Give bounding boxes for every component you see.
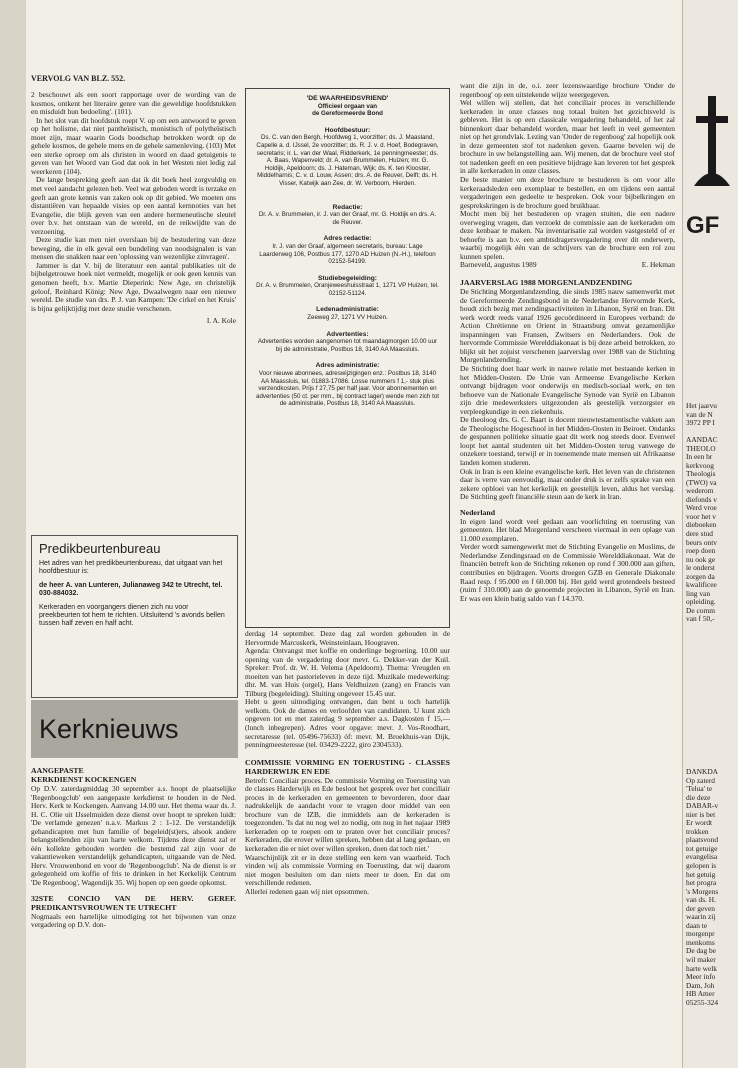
adjacent-fragment-line: Op zaterd [686, 775, 715, 785]
adjacent-fragment-line: ling van [686, 588, 711, 598]
adjacent-fragment-line: wil maker [686, 955, 716, 965]
adjacent-fragment-line: 'Telua' te [686, 784, 713, 794]
advertenties-text: Advertenties worden aangenomen tot maandagmorgen 10.00 uur bij de administratie, Postbus 18, 3140 AA Maassluis. [257, 338, 438, 353]
adjacent-fragment-line: dere stud [686, 529, 713, 539]
col1-paragraph: De lange bespreking geeft aan dat ik dit boek heel zorgvuldig en met veel aandacht gelezen heb. Veel wat geboden wordt is terzake en geeft aan grote kennis van zaken ook op dit gebied. We moeten ons distantiëren van hepaalde visies op een aantal kernnoties van het Evangelie, die blijk geven van een andere hermeneutische sleutel over b.v. het ontstaan van de wereld, en de reikwijdte van de verzoening. [31, 175, 236, 236]
adjacent-fragment-line: morgenpr [686, 929, 715, 939]
adjacent-fragment-line: diefonds v [686, 494, 717, 504]
adjacent-fragment-line: die deze [686, 792, 711, 802]
col2-paragraph: Agenda: Ontvangst met koffie en onderlinge begroeting. 10.00 uur opening van de vergadering door mevr. G. Dekker-van der Kuil. Spreker: Prof. dr. W. H. Velema (Apeldoorn). Thema: Vreugden en moeiten van het pastorieleven in deze tijd. Muzikale medewerking: dhr. M. van Huis (orgel), Hans Veldhuizen (zang) en Francis van Tilburg (begeleiding). Sluiting ongeveer 15.45 uur. [245, 646, 450, 698]
adjacent-fragment-line: AANDAC [686, 436, 718, 444]
col1-paragraph: Deze studie kan men niet overslaan bij de bestudering van deze beweging, die in elk geval een bundeling van noodsignalen is van mensen die snakken naar een 'oplossing van wezenlijke zinvragen'. [31, 235, 236, 262]
commissie-heading: COMMISSIE VORMING EN TOERUSTING - CLASSES HARDERWIJK EN EDE [245, 757, 450, 776]
adjacent-fragment-line: 's Morgens [686, 886, 719, 896]
adjacent-fragment-line: DABAR-v [686, 801, 719, 811]
adjacent-fragment-line: 3972 PP I [686, 418, 715, 428]
adjacent-fragment-line: menkoms [686, 937, 715, 947]
continued-label: VERVOLG VAN BLZ. 552. [31, 74, 126, 83]
colophon-box [245, 88, 450, 628]
col3-paragraph: De beste manier om deze brochure te bestuderen is om voor alle kerkeraadsleden een exemplaar te bestellen, en om tijdens een aantal vergaderingen een gedeelte te bespreken. Ook voor bijbelkringen en gesprekskringen is de brochure goed bruikbaar. [460, 175, 675, 210]
predikbeurten-box [31, 535, 238, 698]
adjacent-text-fragment-2 [686, 436, 738, 624]
adjacent-fragment-line: daan te [686, 920, 708, 930]
ledenadministratie-text: Zeeweg 27, 1271 VV Huizen. [307, 314, 388, 322]
adres-administratie-title: Adres administratie: [315, 362, 380, 370]
col3-paragraph: Ook in Iran is een kleine evangelische kerk. Het leven van de christenen daar is verre van eenvoudig, maar onder druk is er zelfs sprake van een zekere opbloei van het kerkelijk en geestelijk leven, aldus het verslag. De Stichting geeft financiële steun aan de kerk in Iran. [460, 466, 675, 502]
col1-signature: I. A. Kole [206, 316, 236, 326]
adjacent-fragment-line: trokken [686, 826, 709, 836]
adjacent-fragment-line: Er wordt [686, 818, 713, 828]
col3-paragraph: Wel willen wij stellen, dat het conciliair proces in verschillende kerkeraden in onze classes nog totaal buiten het gezichtsveld is gebleven. Het is op een classicale vergadering behandeld, of het zal binnenkort daar behandeld worden, maar het leeft in veel gemeenten niet op het grondvlak. Lezing van 'Onder de regenboog' zal hopelijk ook in deze gemeenten stof tot nadenken geven. Gaarne bevelen wij de brochure in uw belangstelling aan. Wij menen, dat de brochure veel stof tot nadenken geeft en een positieve bijdrage kan leveren tot het gesprek in alle kerkeraden in onze classes. [460, 98, 675, 176]
adjacent-fragment-line: dieboeken [686, 520, 717, 530]
col3-paragraph: De Stichting Morgenlandzending, die sinds 1985 nauw samenwerkt met de Gereformeerde Zendingsbond in de Nederlandse Hervormde Kerk, houdt zich bezig met zendingsactiviteiten in Libanon, Syrië en Iran. Dit werk wordt reeds vanaf 1926 gecoördineerd in Europees verband: de Action Chrétienne en Orient in Straatsburg omvat gezamenlijke inspanningen van Fransen, Zwitsers en Nederlanders. Ook de hervormde Commissie Werelddiakonaat is bij deze arbeid betrokken, zo blijkt uit het zojuist verschenen jaarverslag over 1988 van de Stichting Morgenlandzending. [460, 287, 675, 365]
adjacent-fragment-line: van de N [686, 409, 713, 419]
adjacent-fragment-line: le onderst [686, 563, 715, 573]
adjacent-fragment-line: kwalificee [686, 580, 717, 590]
col3-place-date: Barneveld, augustus 1989 [460, 260, 537, 270]
col3-paragraph: De Stichting doet haar werk in nauwe relatie met bestaande kerken in het Midden-Oosten. De Unie van Armeense Evangelische Kerken ontvangt bijdragen voor onderwijs en medisch-sociaal werk, en ten behoeve van de Nationale Evangelische Synode van Syrië en Libanon zijn drie medewerksters uitgezonden als geestelijk verzorgster en verpleegkundige in een ziekenhuis. [460, 363, 675, 416]
adjacent-fragment-line: Theologis [686, 469, 716, 479]
adjacent-fragment-line: der geven [686, 903, 715, 913]
adjacent-fragment-line: van f 50,- [686, 614, 715, 624]
col3-paragraph: want die zijn in de, o.i. zeer lezenswaardige brochure 'Onder de regenboog' op een uitstekende wijze weergegeven. [460, 81, 675, 99]
predikbeurten-text2: Kerkeraden en voorgangers dienen zich nu voor preekbeurten tot hem te richten. Uitsluitend 's avonds bellen tussen half zeven en half acht. [39, 603, 225, 628]
adjacent-fragment-line: Werd vroe [686, 503, 717, 513]
jaarverslag-heading: JAARVERSLAG 1988 MORGENLANDZENDING [460, 278, 633, 288]
ledenadministratie-title: Ledenadministratie: [316, 306, 379, 314]
colophon-organ-1: Officieel orgaan van [317, 102, 378, 110]
adjacent-fragment-line: Het jaarvu [686, 402, 717, 410]
column-1-lower [31, 762, 236, 930]
col3-paragraph: In eigen land wordt veel gedaan aan voorlichting en toerusting van gemeenten. Het blad Morgenland verscheen viermaal in een oplage van 11.000 exemplaren. [460, 516, 675, 543]
adjacent-fragment-line: DANKDA [686, 768, 719, 776]
redactie-text: Dr. A. v. Brummelen, ir. J. van der Graaf, mr. G. Holdijk en drs. A. de Reuver. [258, 211, 437, 226]
adjacent-fragment-line: opleiding. [686, 597, 716, 607]
col1-paragraph: In het slot van dit hoofdstuk roept V. op om een antwoord te geven op het holisme, dat niet pantheïstisch, monistisch of polytheïstisch moet zijn, maar waarin Gods boodschap betrokken wordt op de gehele kosmos, de gehele mens en de gehele samenleving. (103) Met een sterke oproep om als christen in woord en daad getuigenis te geven van het Woord van God dat ook in het Westen niet ledig zal weerkeren (104). [31, 115, 236, 176]
page-edge-left [0, 0, 26, 1068]
adjacent-fragment-line: HB Amer [686, 989, 715, 999]
adjacent-fragment-line: beurs ontv [686, 537, 717, 547]
concio-heading: 32STE CONCIO VAN DE HERV. GEREF. PREDIKANTSVROUWEN TE UTRECHT [31, 893, 236, 912]
adjacent-fragment-line: kerkvoog [686, 460, 714, 470]
kerknieuws-banner: Kerknieuws [31, 700, 238, 758]
adjacent-fragment-line: Meer info [686, 972, 716, 982]
adjacent-fragment-line: tot getuige [686, 843, 718, 853]
hoofdbestuur-title: Hoofdbestuur: [324, 126, 371, 134]
adres-redactie-title: Adres redactie: [323, 235, 372, 243]
adjacent-text-fragment-1 [686, 402, 738, 428]
col3-signline [460, 261, 675, 270]
adjacent-fragment-line: nu ook ge [686, 554, 716, 564]
col2-paragraph: derdag 14 september. Deze dag zal worden gehouden in de Hervormde Marcuskerk, Weinsteinlaan, Hoograven. [245, 629, 450, 647]
col3-paragraph: Verder wordt samengewerkt met de Stichting Evangelie en Moslims, de Nederlandse Zendingsraad en de Commissie Werelddiakonaat. Wat de financiën betreft kon de Stichting rekenen op rond f 300.000 aan giften, contributies en bijdragen. Voorts droegen GZB en Generale Diakonale Raad resp. f 95.000 en f 60.000 bij. Het geld werd grotendeels besteed (ruim f 310.000) aan de genoemde projecten in Libanon, Syrië en Iran. Er was een klein batig saldo van f 14.370. [460, 542, 675, 603]
column-3 [460, 82, 675, 603]
adjacent-heading-fragment: GF [686, 212, 720, 239]
adjacent-fragment-line: gelopen is [686, 861, 717, 871]
kockengen-paragraph: Op D.V. zaterdagmiddag 30 september a.s. hoopt de plaatselijke 'Regenboogclub' een aangepaste kerkdienst te houden in de Ned. Herv. Kerk te Kockengen. Aanvang 14.00 uur. Het thema waar ds. J. H. C. Olie uit IJsselmuiden deze dienst over hoopt te spreken luidt: 'De verlamde genezen' n.a.v. Markus 2 : 1-12. De verstandelijk gehandicapten met hun familie of begeleid(st)ers, alsook andere belangstellenden zijn van harte welkom. Tijdens deze dienst zal er één kollekte gehouden worden die bestemd zal zijn voor de vakantieweken verstandelijk gehandicapten, uitgaande van de Ned. Herv. Vrouwenbond en voor de 'Regenboogclub'. Na de dienst is er gelegenheid om koffie of fris te drinken in het Kerkelijk Centrum 'De Regenboog', Wagendijk 35. Wij hopen op een goede opkomst. [31, 784, 236, 888]
adjacent-fragment-line: evangelisa [686, 852, 718, 862]
adjacent-fragment-line: THEOLO [686, 443, 716, 453]
adjacent-fragment-line: het getuig [686, 869, 716, 879]
adjacent-fragment-line: het progra [686, 878, 717, 888]
studiebegeleiding-title: Studiebegeleiding: [318, 274, 377, 282]
col2-paragraph: Betreft: Conciliair proces. De commissie Vorming en Toerusting van de classes Harderwijk en Ede besloot het gesprek over het conciliair proces in de kerkeraden en gemeenten te bevorderen, door daar nadrukkelijk de aandacht voor te vragen door middel van een brochure van de IZB, die inmiddels aan de kerkeraden is toegezonden. 'Is dat nu nog wel zo nodig, om nog in het najaar 1989 kerkeraden op te roepen om te praten over het conciliair proces? Kerkeraden, die erover willen spreken, hebben dat al lang gedaan, en kerkeraden die er niet over willen spreken, doen dat toch niet.' [245, 775, 450, 854]
colophon-paper-title: 'DE WAARHEIDSVRIEND' [306, 95, 389, 102]
col3-paragraph: Mocht men bij het bestuderen op vragen stuiten, die een nadere overweging vragen, dan verzoekt de commissie aan de kerkeraden om deze kenbaar te maken. Na inventarisatie zal worden vastgesteld of er behoefte is aan b.v. een ambtsdragersvergadering over dit onderwerp, waarbij mogelijk één van de schrijvers van de brochure een rol zou kunnen spelen. [460, 209, 675, 261]
col2-paragraph: Waarschijnlijk zit er in deze stelling een kern van waarheid. Toch vinden wij als commissie Vorming en Toerusting, dat wij daarom niet mogen besluiten om dan niets meer te doen. En dat om verschillende redenen. [245, 852, 450, 888]
nederland-heading: Nederland [460, 507, 496, 517]
predikbeurten-address: de heer A. van Lunteren, Julianaweg 342 te Utrecht, tel. 030-884032. [39, 581, 223, 598]
predikbeurten-title: Predikbeurtenbureau [39, 541, 161, 556]
col1-paragraph: Jammer is dat V. bij de literatuur een aantal publikaties uit de bijbelgetrouwe hoek niet vermeldt, mogelijk er ook geen kennis van genomen heeft, b.v. Martie Dieperink: New Age, en christelijk geloof, Reinhard König: New Age, Dwaalwegen naar een nieuwe wereld. De studie van drs. P. J. van Kampen: 'De cirkel en het Kruis' is bijna gelijktijdig met deze studie verschenen. [31, 260, 236, 313]
adjacent-fragment-line: (TWO) va [686, 477, 717, 487]
cross-figure-icon [690, 90, 734, 200]
adjacent-fragment-line: waarin zij [686, 912, 716, 922]
adjacent-text-fragment-3 [686, 768, 738, 1007]
predikbeurten-text: Het adres van het predikbeurtenbureau, dat uitgaat van het hoofdbestuur is: [39, 560, 223, 576]
studiebegeleiding-text: Dr. A. v. Brummelen, Oranjeweeshuisstraat 1, 1271 VP Huizen, tel. 02152-51124. [256, 282, 439, 297]
column-1 [31, 91, 236, 328]
adjacent-fragment-line: wederom [686, 486, 714, 496]
col3-paragraph: De theoloog drs. G. C. Baart is docent nieuwtestamentische vakken aan de Theologische Hogeschool in het Midden-Oosten in Beiroet. Ondanks de gespannen politieke situatie gaat dit werk nog steeds door. Evenwel loopt het aantal studenten uit het Midden-Oosten terug vanwege de onzekere toestand, terwijl er in toenemende mate mensen uit Afrikaanse landen komen studeren. [460, 415, 675, 467]
adres-administratie-text: Voor nieuwe abonnees, adreswijzigingen enz.: Postbus 18, 3140 AA Maassluis, tel. 01883-17086. Losse nummers f 1,- stuk plus verzendkosten. Prijs f 27,75 per half jaar. Voor abonnementen en advertenties (50 ct. per mm., bij contract lager) wende men zich tot de administratie, Postbus 18, 3140 AA Maassluis. [256, 370, 439, 408]
kockengen-heading-1: AANGEPASTE [31, 766, 84, 775]
col1-paragraph: 2 beschouwt als een soort rapportage over de wording van de kosmos, ontkent het literaire genre van die geweldige hoofdstukken en misduidt hun bedoeling'. (101). [31, 90, 236, 117]
redactie-title: Redactie: [332, 203, 363, 211]
adjacent-fragment-line: roep doen [686, 546, 716, 556]
adjacent-fragment-line: 05255-324 [686, 997, 719, 1007]
adjacent-fragment-line: plaatsvond [686, 835, 719, 845]
col2-paragraph: Hebt u geen uitnodiging ontvangen, dan bent u toch hartelijk welkom. Ook de dames en verloofden van candidaten. U kunt zich opgeven tot en met zaterdag 9 september a.s. Dagkosten f 15,— (lunch inbegrepen). Adres voor opgave: mevr. J. Vos-Roodhart, secretaresse (tel. 05496-75633) óf: mevr. M. Broekhuis-van Dijk, penningmeesteresse (tel. 03429-2222, giro 2304533). [245, 697, 450, 750]
adjacent-fragment-line: van ds. H. [686, 895, 716, 905]
col2-paragraph: Allerlei redenen gaan wij niet opsommen. [245, 886, 369, 896]
hoofdbestuur-text: Ds. C. van den Bergh, Hoofdweg 1, voorzitter; ds. J. Maasland, Capelle a. d. IJssel, 2e voorzitter; ds. R. J. v. d. Hoef, Bodegraven, secretaris; ir. L. van der Waal, Ridderkerk, 1e penningmeester; ds. A. Baas, Wapenveld; dr. A. van Brummelen, Huizen; mr. G. Holdijk, Apeldoorn; ds. J. Hateman, Wijk; ds. K. ten Klooster, Middelharnis; C. v. d. Louw, Assen; drs. A. de Reuver, Delft; ds. H. Visser, Katwijk aan Zee, dr. W. Verboom, Hierden. [256, 134, 439, 187]
adjacent-fragment-line: In een br [686, 452, 713, 462]
adres-redactie-text: Ir. J. van der Graaf, algemeen secretaris, bureau: Lage Laarderweg 106, Postbus 177, 1270 AD Huizen (N.-H.), telefoon 02152-54199. [259, 242, 436, 266]
adjacent-fragment-line: harte welk [686, 963, 717, 973]
adjacent-fragment-line: De comm [686, 605, 715, 615]
colophon-organ-2: de Gereformeerde Bond [312, 110, 383, 118]
kockengen-heading-2: KERKDIENST KOCKENGEN [31, 775, 137, 784]
advertenties-title: Advertenties: [326, 330, 369, 338]
adjacent-fragment-line: Dam, Joh [686, 980, 715, 990]
adjacent-fragment-line: De dag be [686, 946, 716, 956]
adjacent-fragment-line: zorgen da [686, 571, 715, 581]
column-2 [245, 630, 450, 896]
concio-paragraph: Nogmaals een hartelijke uitnodiging tot het bijwonen van onze vergadering op D.V. don- [31, 911, 236, 930]
adjacent-fragment-line: nier is bet [686, 809, 716, 819]
col3-author: E. Hekman [641, 260, 675, 270]
adjacent-fragment-line: voor het v [686, 511, 716, 521]
